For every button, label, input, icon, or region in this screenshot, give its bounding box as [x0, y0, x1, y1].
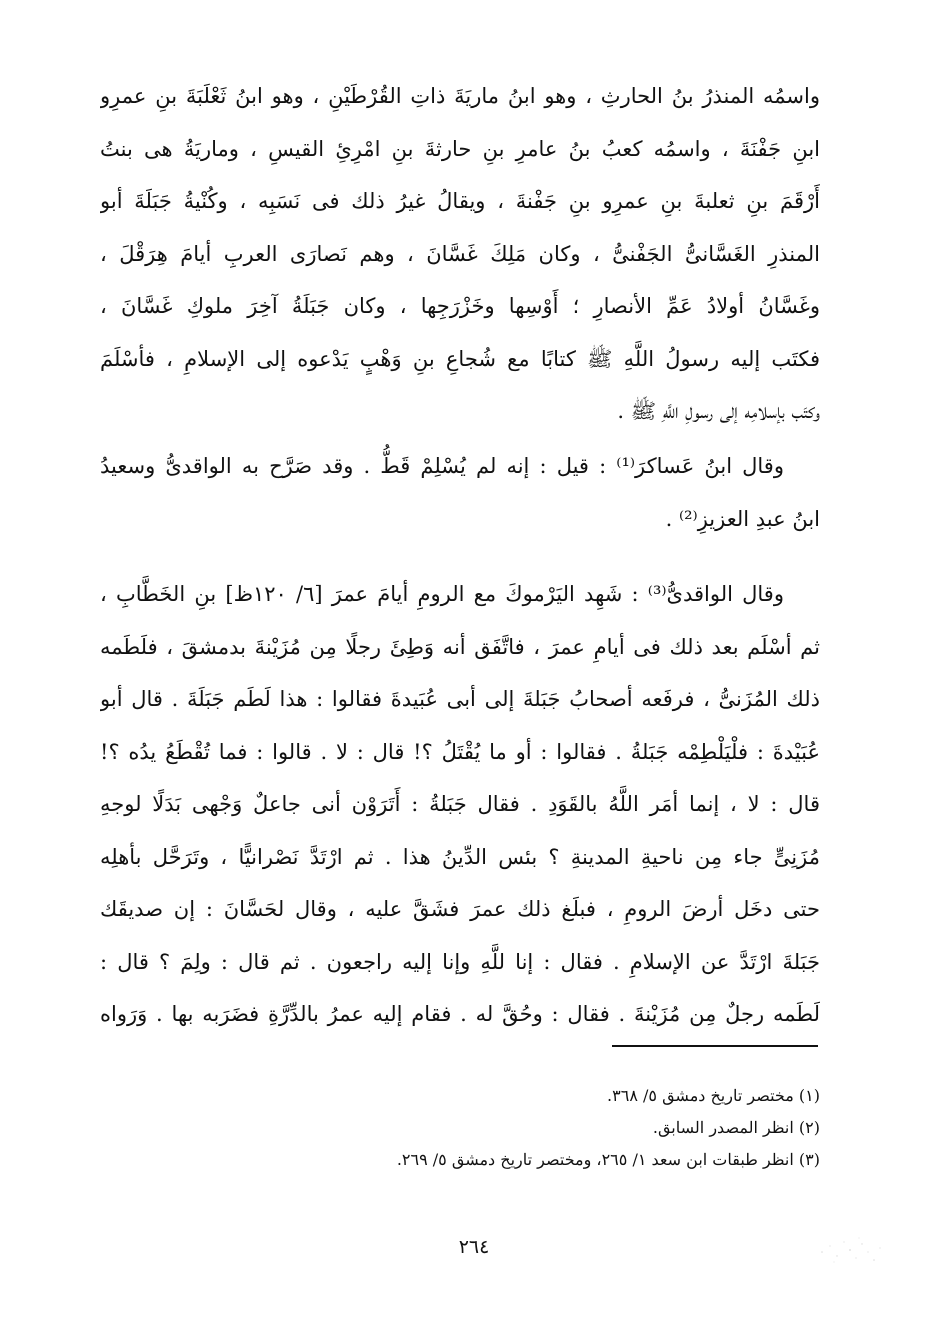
text-line: حتى دخَل أرضَ الرومِ ، فبلَغ ذلك عمرَ فشَقَّ عليه ، وقال لحَسَّانَ : إن صديقَك — [100, 897, 820, 921]
text-line: جَبَلةَ ارْتَدَّ عن الإسلامِ . فقال : إنا للَّهِ وإنا إليه راجعون . ثم قال : ولِمَ ؟ قال : — [100, 949, 820, 974]
paragraph-1 — [100, 70, 820, 438]
footnotes — [200, 1080, 820, 1176]
text-line: وقال ابنُ عَساكرَ⁽¹⁾ : قيل : إنه لم يُسْلِمْ قَطُّ . وقد صَرَّح به الواقدىُّ وسعيدُ — [100, 454, 784, 478]
footnote-1: (١) مختصر تاريخ دمشق ٥/ ٣٦٨. — [607, 1086, 820, 1105]
text-line: عُبَيْدةَ : فلْيَلْطِمْه جَبَلةُ . فقالوا : أو ما يُقْتَلُ ؟! قال : لا . قالوا : فما تُقْطَعُ يدُه ؟! — [100, 739, 820, 764]
text-line: واسمُه المنذرُ بنُ الحارثِ ، وهو ابنُ ماريَةَ ذاتِ القُرْطَيْنِ ، وهو ابنُ ثَعْلَبَةَ بنِ عمرِو — [100, 84, 820, 108]
footnote-3: (٣) انظر طبقات ابن سعد ١/ ٢٦٥، ومختصر تاريخ دمشق ٥/ ٢٦٩. — [396, 1150, 820, 1169]
text-line: وغَسَّانُ أولادُ عَمِّ الأنصارِ ؛ أَوْسِها وخَزْرَجِها ، وكان جَبَلَةُ آخِرَ ملوكِ غَسَّانَ ، — [100, 294, 820, 318]
scan-speckle-decoration — [812, 1232, 892, 1268]
text-line: ابنِ جَفْنَةَ ، واسمُه كعبُ بنُ عامرِ بنِ حارثةَ بنِ امْرِئِ القيسِ ، وماريَةُ هى بنتُ — [100, 136, 820, 161]
footnote-2: (٢) انظر المصدر السابق. — [652, 1118, 820, 1137]
text-line: قال : لا ، إنما أمَر اللَّهُ بالقَوَدِ . فقال جَبَلةُ : أَتَرَوْن أنى جاعلٌ وَجْهى بَدَلًا لوجهِ — [100, 792, 820, 816]
text-line: ذلك المُزَنىُّ ، فرفَعه أصحابُ جَبَلةَ إلى أبى عُبَيدةَ فقالوا : هذا لَطَم جَبَلَةَ . قال أبو — [100, 687, 820, 711]
paragraph-3 — [100, 568, 820, 1041]
text-line: وقال الواقدىُّ⁽³⁾ : شَهِد اليَرْموكَ مع الرومِ أيامَ عمرَ [٦/ ١٢٠ظ] بنِ الخَطَّابِ ، — [100, 582, 784, 606]
page-number: ٢٦٤ — [458, 1236, 490, 1258]
text-line: ثم أسْلَم بعد ذلك فى أيامِ عمرَ ، فاتَّفَق أنه وَطِئَ رجلًا مِن مُزَيْنةَ بدمشقَ ، فلَطَمه — [100, 634, 820, 659]
paragraph-2 — [100, 440, 820, 545]
text-line: مُزَنِىٍّ جاء مِن ناحيةِ المدينةِ ؟ بئس الدِّينُ هذا . ثم ارْتَدَّ نَصْرانيًّا ، وتَرَحَّل بأهلِه — [100, 844, 820, 869]
text-line: لَطَمه رجلٌ مِن مُزَيْنةَ . فقال : وحُقَّ له . فقام إليه عمرُ بالدِّرَّةِ فضَرَبه بها . وَرَواه — [100, 1002, 820, 1026]
text-line: ابنُ عبدِ العزيزِ⁽²⁾ . — [665, 506, 820, 531]
text-line: فكتَب إليه رسولُ اللَّهِ ﷺ كتابًا مع شُجاعِ بنِ وَهْبٍ يَدْعوه إلى الإسلامِ ، فأسْلَمَ — [100, 346, 820, 371]
text-line: وكتَب بإسلامِه إلى رسولِ اللَّهِ ﷺ . — [617, 399, 820, 423]
text-line: المنذرِ الغَسَّانىُّ الجَفْنىُّ ، وكان مَلِكَ غَسَّانَ ، وهم نَصارَى العربِ أيامَ هِرَقْلَ ، — [100, 241, 820, 266]
text-line: أَرْقَمَ بنِ ثعلبةَ بنِ عمرِو بنِ جَفْنةَ ، ويقالُ غيرُ ذلك فى نَسَبِه ، وكُنْيةُ جَبَلَةَ أبو — [100, 189, 820, 213]
footnote-separator — [612, 1045, 818, 1047]
